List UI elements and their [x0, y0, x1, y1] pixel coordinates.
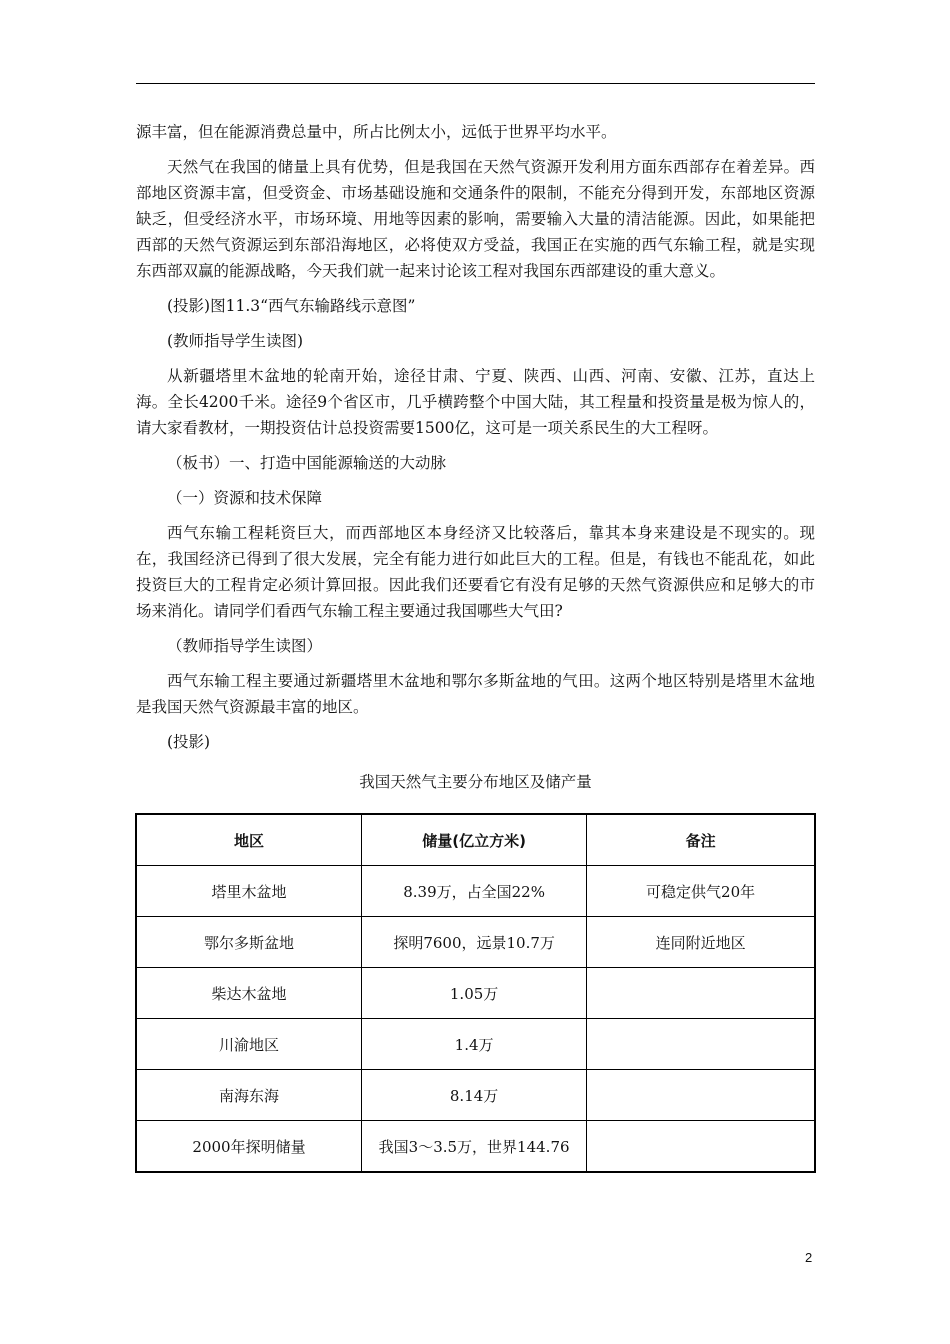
paragraph: 天然气在我国的储量上具有优势，但是我国在天然气资源开发利用方面东西部存在着差异。西部地区资源丰富，但受资金、市场基础设施和交通条件的限制，不能充分得到开发，东部地区资源缺乏，但受经济水平，市场环境、用地等因素的影响，需要输入大量的清洁能源。因此，如果能把西部的天然气资源运到东部沿海地区，必将使双方受益，我国正在实施的西气东输工程，就是实现东西部双赢的能源战略，今天我们就一起来讨论该工程对我国东西部建设的重大意义。 [136, 158, 815, 280]
paragraph: (投影) [167, 733, 211, 751]
paragraph: 西气东输工程耗资巨大，而西部地区本身经济又比较落后，靠其本身来建设是不现实的。现在，我国经济已得到了很大发展，完全有能力进行如此巨大的工程。但是，有钱也不能乱花，如此投资巨大的工程肯定必须计算回报。因此我们还要看它有没有足够的天然气资源供应和足够大的市场来消化。请同学们看西气东输工程主要通过我国哪些大气田? [136, 524, 815, 620]
table-cell: 川渝地区 [136, 1019, 362, 1070]
paragraph: 从新疆塔里木盆地的轮南开始，途径甘肃、宁夏、陕西、山西、河南、安徽、江苏，直达上海。全长4200千米。途径9个省区市，几乎横跨整个中国大陆，其工程量和投资量是极为惊人的，请大家看教材，一期投资估计总投资需要1500亿，这可是一项关系民生的大工程呀。 [136, 367, 815, 437]
table-cell: 我国3～3.5万，世界144.76 [362, 1121, 587, 1173]
table-row [136, 1070, 815, 1121]
paragraph: (投影)图11.3“西气东输路线示意图” [167, 297, 416, 315]
table-cell: 1.05万 [362, 968, 587, 1019]
table-row [136, 866, 815, 917]
table-row [136, 1019, 815, 1070]
table-row [136, 1121, 815, 1173]
table-cell: 南海东海 [136, 1070, 362, 1121]
table-header-row [136, 814, 815, 866]
header-cell: 地区 [136, 814, 362, 866]
table-cell: 可稳定供气20年 [587, 866, 815, 917]
table-cell: 2000年探明储量 [136, 1121, 362, 1173]
table-cell: 鄂尔多斯盆地 [136, 917, 362, 968]
table-cell [587, 1121, 815, 1173]
table-cell: 连同附近地区 [587, 917, 815, 968]
paragraph: （教师指导学生读图） [167, 637, 323, 655]
paragraph: 源丰富，但在能源消费总量中，所占比例太小，远低于世界平均水平。 [136, 123, 617, 141]
paragraph: （一）资源和技术保障 [167, 489, 323, 507]
paragraph: （板书）一、打造中国能源输送的大动脉 [167, 454, 447, 472]
paragraph: (教师指导学生读图) [167, 332, 304, 350]
header-rule [136, 83, 815, 84]
header-cell: 备注 [587, 814, 815, 866]
table-cell: 柴达木盆地 [136, 968, 362, 1019]
table-row [136, 968, 815, 1019]
document-body [136, 119, 815, 1173]
table-cell: 1.4万 [362, 1019, 587, 1070]
page-number: 2 [805, 1250, 813, 1265]
header-cell: 储量(亿立方米) [362, 814, 587, 866]
table-cell [587, 1019, 815, 1070]
table-caption: 我国天然气主要分布地区及储产量 [359, 773, 592, 791]
table-cell [587, 1070, 815, 1121]
table-cell [587, 968, 815, 1019]
table-row [136, 917, 815, 968]
table-cell: 8.39万，占全国22% [362, 866, 587, 917]
table-cell: 8.14万 [362, 1070, 587, 1121]
gas-reserves-table [135, 813, 816, 1173]
table-cell: 探明7600，远景10.7万 [362, 917, 587, 968]
paragraph: 西气东输工程主要通过新疆塔里木盆地和鄂尔多斯盆地的气田。这两个地区特别是塔里木盆地是我国天然气资源最丰富的地区。 [136, 672, 815, 716]
table-cell: 塔里木盆地 [136, 866, 362, 917]
